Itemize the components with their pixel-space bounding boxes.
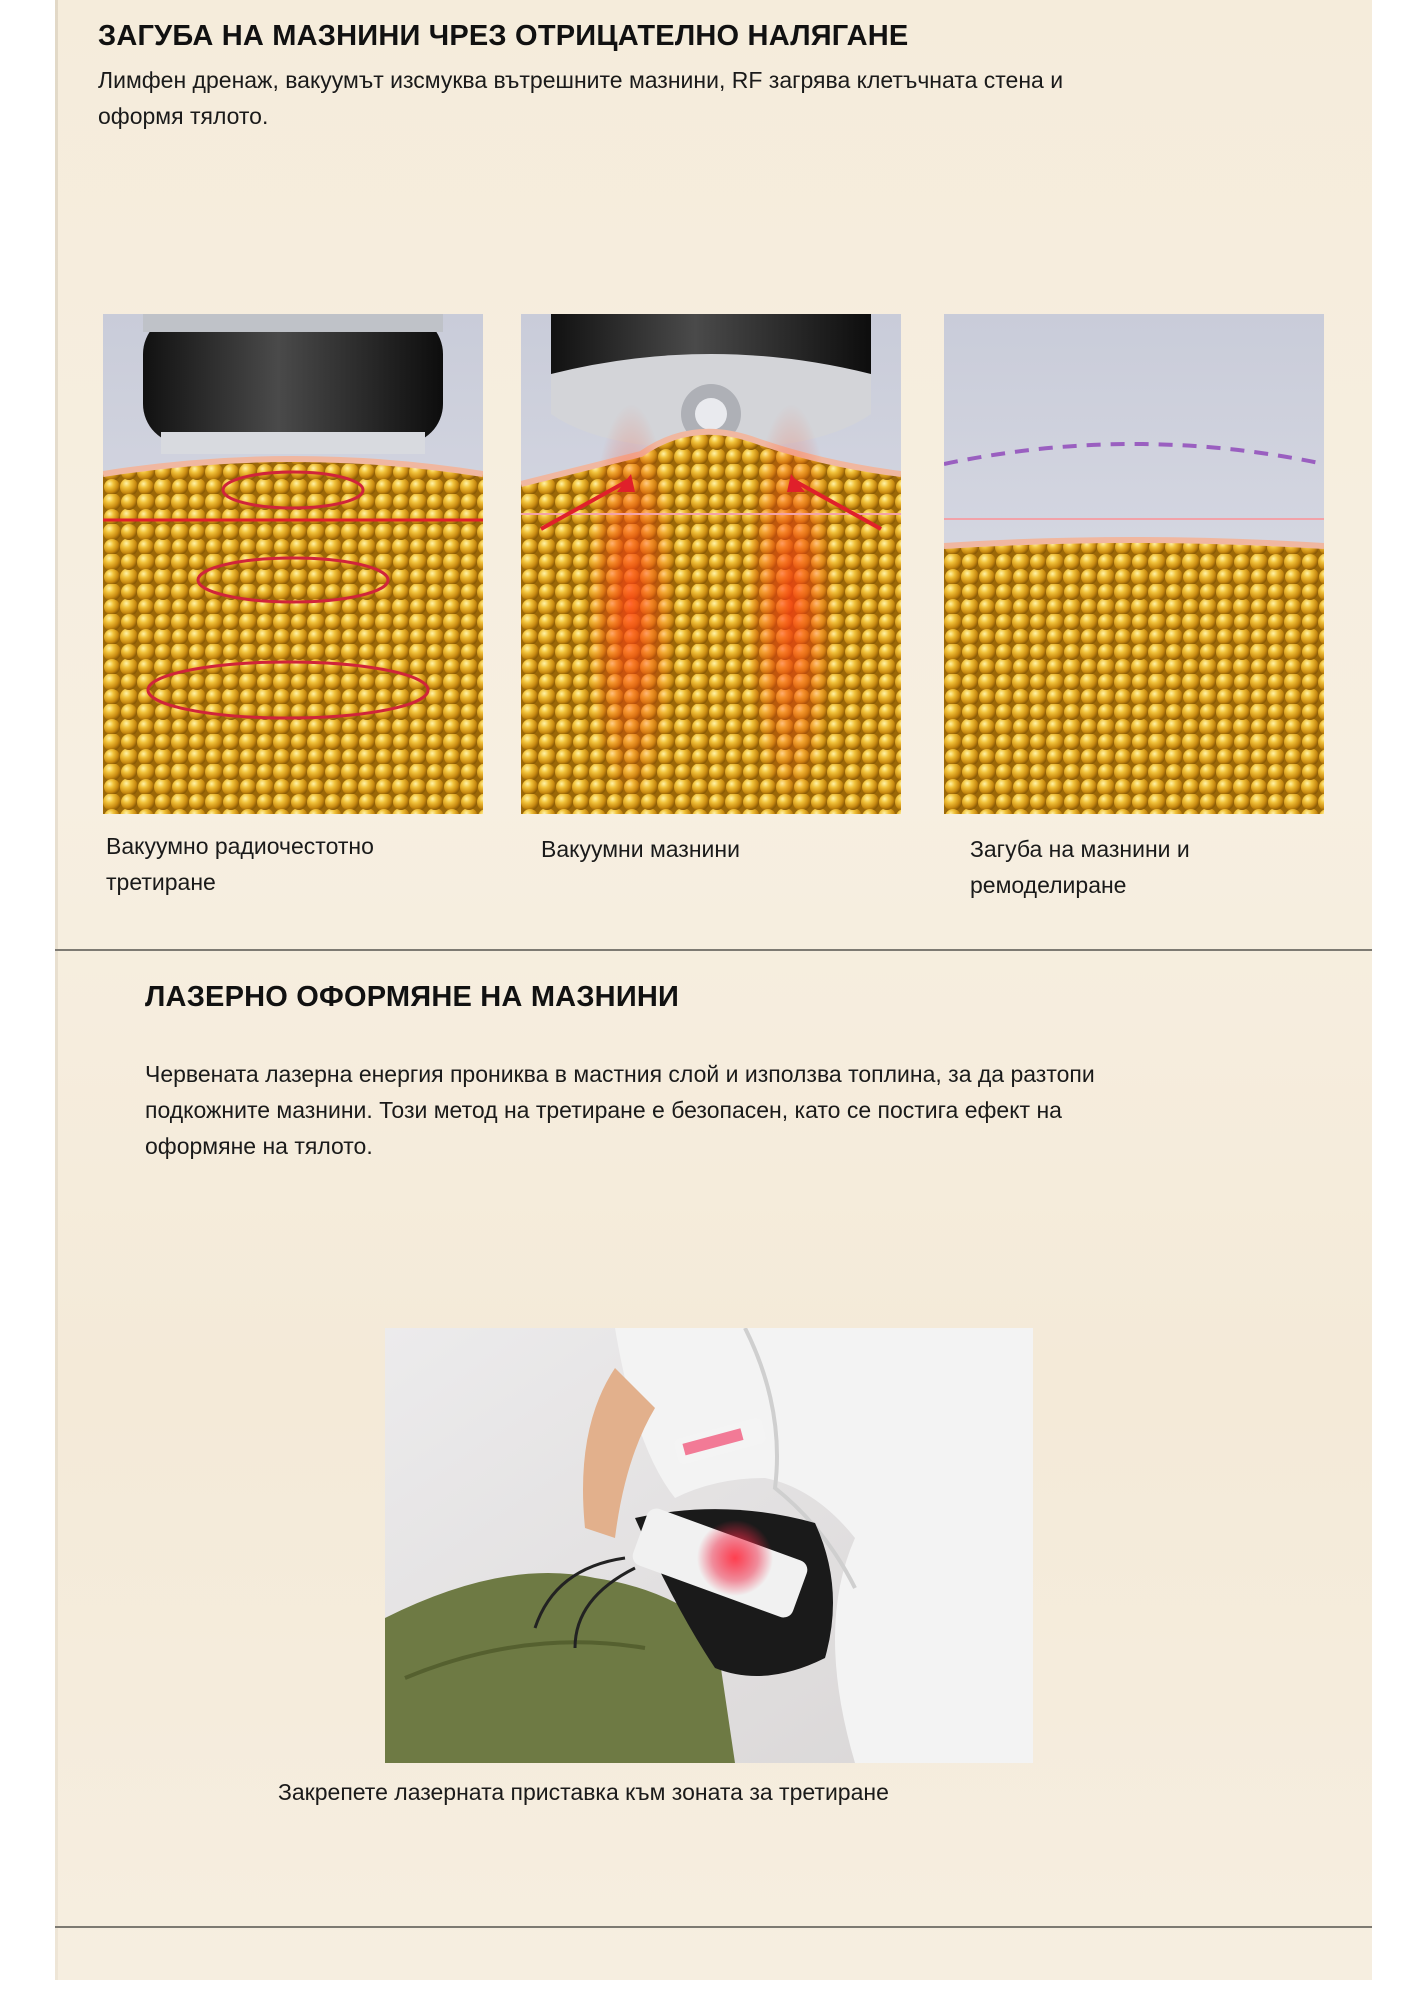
fat-loss-illustration [944,314,1324,814]
section-title-laser-shaping: ЛАЗЕРНО ОФОРМЯНЕ НА МАЗНИНИ [145,981,680,1013]
laser-description-line-3: оформяне на тялото. [145,1133,373,1159]
section-title-negative-pressure: ЗАГУБА НА МАЗНИНИ ЧРЕЗ ОТРИЦАТЕЛНО НАЛЯГАНЕ [98,20,909,52]
panel-caption-1-line-1: Вакуумно радиочестотно [106,833,374,859]
laser-description-line-1: Червената лазерна енергия прониква в мастния слой и използва топлина, за да разтопи [145,1061,1095,1087]
section-divider [55,949,1372,951]
vacuum-rf-illustration [103,314,483,814]
photo-caption: Закрепете лазерната приставка към зоната за третиране [278,1779,889,1805]
panel-caption-2: Вакуумни мазнини [541,836,740,862]
panel-caption-1-line-2: третиране [106,869,216,895]
panel-caption-3-line-2: ремоделиране [970,872,1127,898]
panel-vacuum-fat [521,314,901,814]
page-edge [55,0,58,1980]
section-description-line-1: Лимфен дренаж, вакуумът изсмуква вътрешните мазнини, RF загрява клетъчната стена и [98,67,1064,93]
panel-vacuum-rf [103,314,483,814]
bottom-divider [55,1926,1372,1928]
vacuum-fat-illustration [521,314,901,814]
laser-description-line-2: подкожните мазнини. Този метод на третиране е безопасен, като се постига ефект на [145,1097,1062,1123]
laser-treatment-photo [385,1328,1033,1763]
laser-treatment-illustration [385,1328,1033,1763]
section-description-line-2: оформя тялото. [98,103,269,129]
panel-fat-loss [944,314,1324,814]
panel-caption-3-line-1: Загуба на мазнини и [970,836,1190,862]
